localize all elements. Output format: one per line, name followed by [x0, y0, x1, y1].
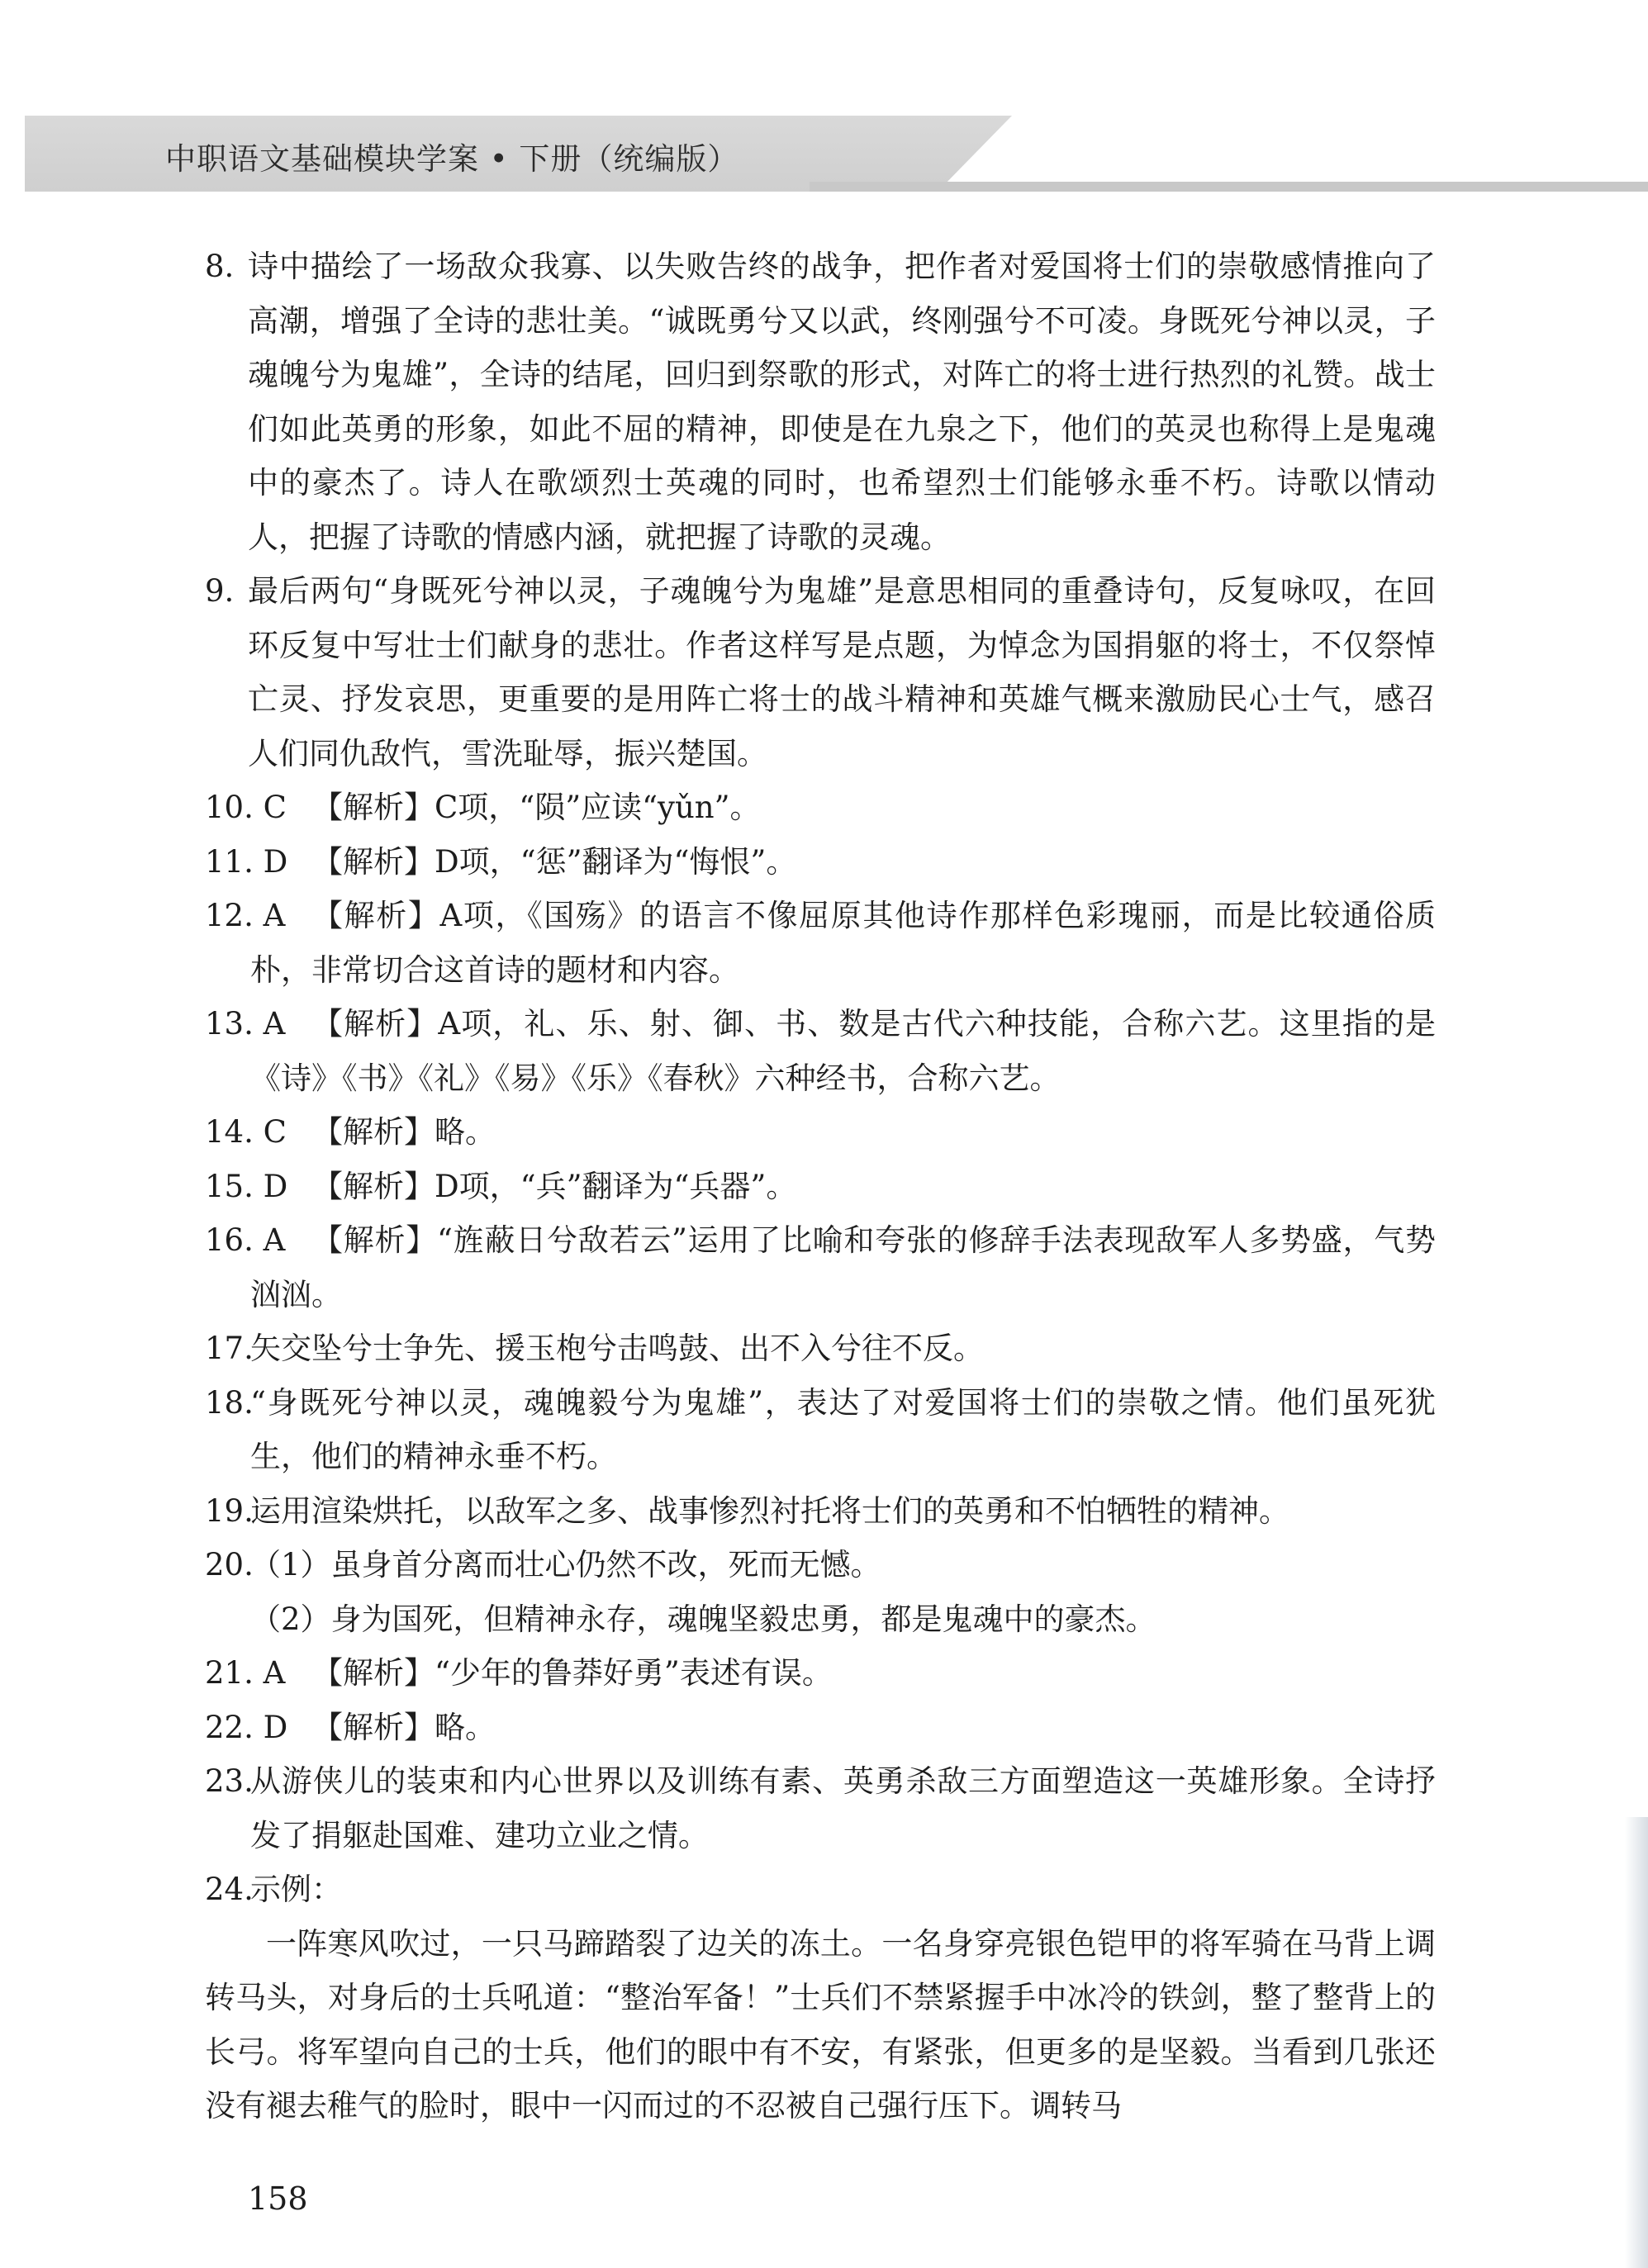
answer-item-9 [205, 564, 1436, 781]
running-header-title: 中职语文基础模块学案 • 下册（统编版） [165, 141, 739, 177]
answer-item-21 [205, 1646, 1436, 1701]
analysis-tag: 【解析】 [312, 1168, 435, 1204]
page-edge-shadow [1625, 1817, 1648, 2268]
answer-item-23 [205, 1754, 1436, 1862]
answer-item-18 [205, 1376, 1436, 1484]
header-rule [810, 182, 1648, 192]
analysis-tag: 【解析】 [312, 1709, 435, 1745]
answer-item-16 [205, 1213, 1436, 1321]
answer-number: 13. A [205, 1006, 286, 1041]
answer-number: 10. C [205, 790, 287, 825]
answer-number: 11. D [205, 843, 288, 880]
answer-text: 运用渲染烘托，以敌军之多、战事惨烈衬托将士们的英勇和不怕牺牲的精神。 [250, 1492, 1289, 1529]
answer-text: A项，礼、乐、射、御、书、数是古代六种技能，合称六艺。这里指的是《诗》《书》《礼》《易》《乐》《春秋》六种经书，合称六艺。 [250, 1006, 1436, 1096]
answer-text: C项，“陨”应读“yǔn”。 [435, 790, 761, 825]
answer-item-13 [205, 997, 1436, 1105]
answer-item-14 [205, 1105, 1436, 1160]
answer-number: 18. [205, 1384, 254, 1421]
answer-item-17 [205, 1321, 1436, 1376]
answer-item-15 [205, 1160, 1436, 1214]
answer-number: 21. A [205, 1655, 286, 1691]
answer-text: “身既死兮神以灵，魂魄毅兮为鬼雄”，表达了对爱国将士们的崇敬之情。他们虽死犹生，他们的精神永垂不朽。 [250, 1384, 1436, 1474]
answer-item-11 [205, 835, 1436, 890]
answer-item-8 [205, 240, 1436, 564]
analysis-tag: 【解析】 [312, 1655, 435, 1691]
answer-number: 8. [205, 249, 235, 284]
answer-text: 略。 [435, 1709, 496, 1745]
analysis-tag: 【解析】 [312, 790, 435, 825]
answer-item-20 [205, 1538, 1436, 1646]
answer-item-19 [205, 1484, 1436, 1539]
example-paragraph: 一阵寒风吹过，一只马蹄踏裂了边关的冻土。一名身穿亮银色铠甲的将军骑在马背上调转马头，对身后的士兵吼道：“整治军备！”士兵们不禁紧握手中冰冷的铁剑，整了整背上的长弓。将军望向自己的士兵，他们的眼中有不安，有紧张，但更多的是坚毅。当看到几张还没有褪去稚气的脸时，眼中一闪而过的不忍被自己强行压下。调转马 [205, 1925, 1436, 2123]
answer-text: “少年的鲁莽好勇”表述有误。 [435, 1655, 833, 1691]
answer-number: 14. C [205, 1114, 287, 1150]
answer-item-10 [205, 781, 1436, 835]
answer-number: 12. A [205, 898, 286, 933]
answer-number: 20. [205, 1547, 254, 1582]
answer-number: 16. A [205, 1222, 286, 1258]
answer-text: 诗中描绘了一场敌众我寡、以失败告终的战争，把作者对爱国将士们的崇敬感情推向了高潮，增强了全诗的悲壮美。“诚既勇兮又以武，终刚强兮不可凌。身既死兮神以灵，子魂魄兮为鬼雄”，全诗的结尾，回归到祭歌的形式，对阵亡的将士进行热烈的礼赞。战士们如此英勇的形象，如此不屈的精神，即使是在九泉之下，他们的英灵也称得上是鬼魂中的豪杰了。诗人在歌颂烈士英魂的同时，也希望烈士们能够永垂不朽。诗歌以情动人，把握了诗歌的情感内涵，就把握了诗歌的灵魂。 [248, 249, 1436, 555]
analysis-tag: 【解析】 [312, 1114, 435, 1150]
answer-text: D项，“惩”翻译为“悔恨”。 [435, 843, 797, 880]
analysis-tag: 【解析】 [312, 1006, 439, 1041]
answer-number: 17. [205, 1331, 254, 1366]
answer-text: 从游侠儿的装束和内心世界以及训练有素、英勇杀敌三方面塑造这一英雄形象。全诗抒发了捐躯赴国难、建功立业之情。 [250, 1763, 1436, 1853]
answer-number: 23. [205, 1763, 254, 1799]
answer-text: “旌蔽日兮敌若云”运用了比喻和夸张的修辞手法表现敌军人多势盛，气势汹汹。 [250, 1222, 1436, 1312]
answer-text: （1）虽身首分离而壮心仍然不改，死而无憾。 [250, 1547, 881, 1582]
answer-item-22 [205, 1701, 1436, 1755]
answer-subitem: （2）身为国死，但精神永存，魂魄坚毅忠勇，都是鬼魂中的豪杰。 [250, 1601, 1156, 1637]
analysis-tag: 【解析】 [312, 1222, 438, 1258]
page-number: 158 [248, 2180, 308, 2217]
analysis-tag: 【解析】 [312, 898, 440, 933]
answer-text: 示例： [250, 1872, 342, 1907]
answer-number: 19. [205, 1492, 254, 1529]
answer-text: D项，“兵”翻译为“兵器”。 [435, 1168, 797, 1204]
answer-item-24 [205, 1862, 1436, 1917]
analysis-tag: 【解析】 [312, 843, 435, 880]
answer-content [205, 240, 1436, 2133]
answer-number: 9. [205, 573, 235, 609]
answer-text: A项，《国殇》的语言不像屈原其他诗作那样色彩瑰丽，而是比较通俗质朴，非常切合这首诗的题材和内容。 [250, 898, 1437, 988]
answer-item-12 [205, 889, 1436, 997]
answer-number: 15. D [205, 1168, 288, 1204]
answer-text: 略。 [435, 1114, 496, 1150]
answer-number: 24. [205, 1872, 254, 1907]
answer-text: 矢交坠兮士争先、援玉枹兮击鸣鼓、出不入兮往不反。 [250, 1331, 984, 1366]
answer-number: 22. D [205, 1709, 288, 1745]
answer-text: 最后两句“身既死兮神以灵，子魂魄兮为鬼雄”是意思相同的重叠诗句，反复咏叹，在回环反复中写壮士们献身的悲壮。作者这样写是点题，为悼念为国捐躯的将士，不仅祭悼亡灵、抒发哀思，更重要的是用阵亡将士的战斗精神和英雄气概来激励民心士气，感召人们同仇敌忾，雪洗耻辱，振兴楚国。 [248, 573, 1436, 771]
